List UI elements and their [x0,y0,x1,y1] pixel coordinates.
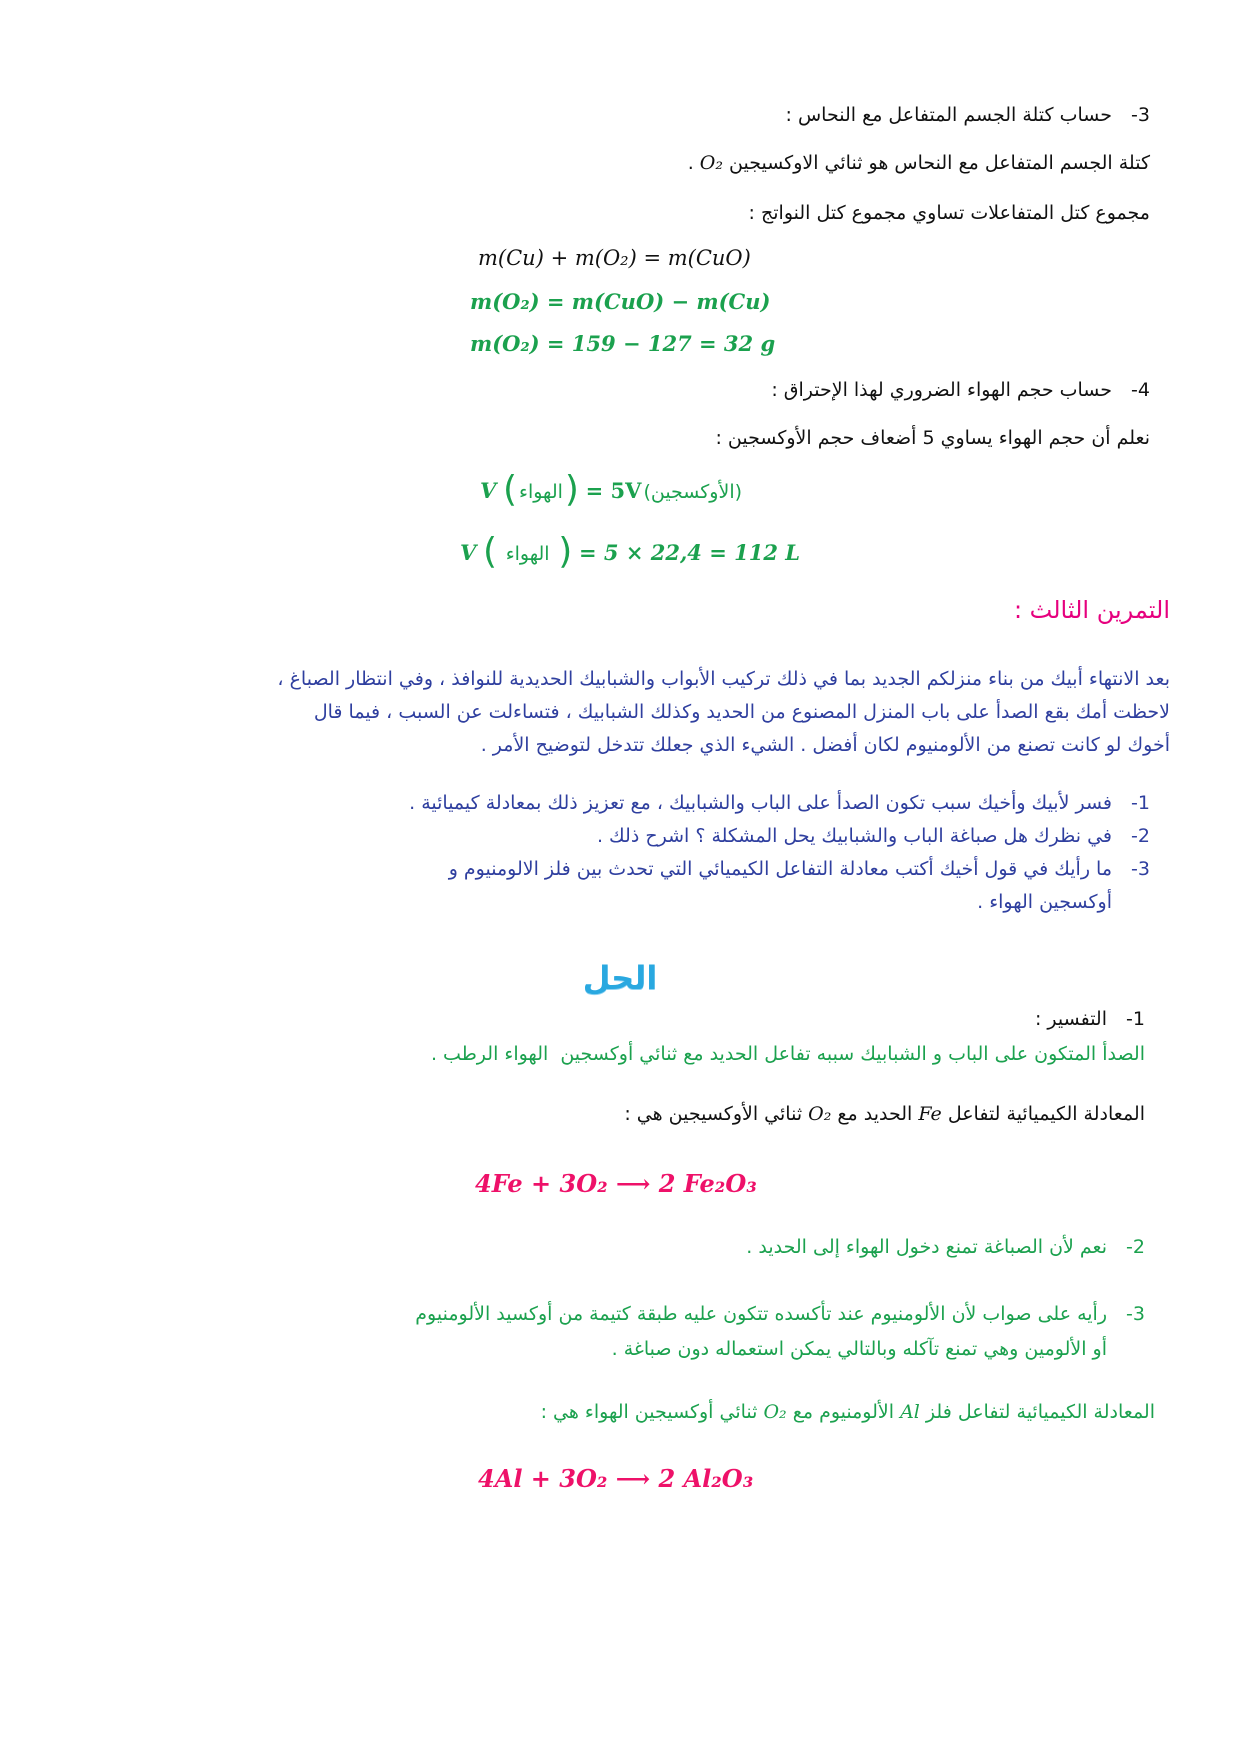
step3-heading [70,96,1150,134]
question-line: أوكسجين الهواء . [977,891,1112,913]
oxygen-mass-formula: m(O₂) = m(CuO) − m(Cu) [470,289,771,314]
question-1 [70,787,1150,820]
question-text: فسر لأبيك وأخيك سبب تكون الصدأ على الباب والشبابيك ، مع تعزيز ذلك بمعادلة كيميائية . [409,792,1112,814]
answer-3 [70,1297,1145,1367]
air-volume-result [460,524,1240,582]
oxygen-formula: O₂ [763,1401,787,1423]
rust-explanation: الصدأ المتكون على الباب و الشبابيك سببه تفاعل الحديد مع ثنائي أوكسجين الهواء الرطب . [430,1043,1145,1065]
answer-2 [70,1230,1145,1264]
explanation-heading [70,1002,1145,1036]
reactant-formula: O₂ [699,152,723,174]
volume-symbol: V [480,478,497,503]
intro-text: الحديد مع [837,1103,913,1125]
air-word: الهواء [519,481,563,503]
air-oxygen-ratio-statement: نعلم أن حجم الهواء يساوي 5 أضعاف حجم الأوكسجين : [715,427,1150,449]
aluminium-oxidation-equation: 4Al + 3O₂ ⟶ 2 Al₂O₃ [478,1464,754,1493]
statement-line: بعد الانتهاء أبيك من بناء منزلكم الجديد بما في ذلك تركيب الأبواب والشبابيك الحديدية للنوافذ ، وفي انتظار الصباغ ، [277,668,1170,690]
intro-text: المعادلة الكيميائية لتفاعل فلز [925,1401,1155,1423]
iron-symbol: Fe [918,1103,942,1125]
result-rhs: = 5 × 22,4 = 112 L [579,540,801,565]
explanation-marker: 1- [1126,1008,1145,1030]
big-paren-close: ) [564,469,579,510]
aluminium-symbol: Al [900,1401,920,1423]
explanation-label: التفسير : [1034,1008,1107,1030]
answer-line: أو الألومين وهي تمنع تآكله وبالتالي يمكن استعماله دون صباغة . [611,1338,1107,1360]
mass-conservation-statement: مجموع كتل المتفاعلات تساوي مجموع كتل النواتج : [748,202,1150,224]
answer-marker: 3- [1126,1303,1145,1325]
step3-title: حساب كتلة الجسم المتفاعل مع النحاس : [785,104,1112,126]
question-text: في نظرك هل صباغة الباب والشبابيك يحل المشكلة ؟ اشرح ذلك . [596,825,1112,847]
reactant-text: كتلة الجسم المتفاعل مع النحاس هو ثنائي الاوكسيجين [729,152,1150,174]
question-marker: 1- [1131,792,1150,814]
big-paren-close: ) [558,531,573,572]
oxygen-formula: O₂ [808,1103,832,1125]
oxygen-word: (الأوكسجين) [643,481,743,503]
question-marker: 3- [1131,858,1150,880]
air-word: الهواء [505,543,550,565]
exercise-title: التمرين الثالث : [1013,596,1170,624]
answer-text [70,1297,1107,1367]
answer-line: رأيه على صواب لأن الألومنيوم عند تأكسده تتكون عليه طبقة كتيمة من أوكسيد الألومنيوم [415,1303,1107,1325]
question-3 [70,853,1150,919]
statement-line: لاحظت أمك بقع الصدأ على باب المنزل المصنوع من الحديد وكذلك الشبابيك ، فتساءلت عن السبب ، فيما قال [313,701,1170,723]
step4-marker: 4- [1131,379,1150,401]
iron-equation-intro [70,1097,1145,1131]
volume-symbol: V [460,540,477,565]
question-text [70,853,1112,919]
answer-text: نعم لأن الصباغة تمنع دخول الهواء إلى الحديد . [746,1236,1107,1258]
intro-text: ثنائي أوكسيجين الهواء هي : [540,1401,758,1423]
solution-title: الحل [582,959,658,997]
relation-rhs: = 5V [585,478,642,503]
statement-line: أخوك لو كانت تصنع من الألومنيوم لكان أفضل . الشيء الذي جعلك تتدخل لتوضيح الأمر . [480,734,1170,756]
question-marker: 2- [1131,825,1150,847]
big-paren-open: ( [502,469,518,510]
step4-title: حساب حجم الهواء الضروري لهذا الإحتراق : [771,379,1112,401]
intro-text: الألومنيوم مع [792,1401,895,1423]
oxygen-mass-result: m(O₂) = 159 − 127 = 32 g [470,331,776,356]
iron-oxidation-equation: 4Fe + 3O₂ ⟶ 2 Fe₂O₃ [475,1169,757,1198]
step3-marker: 3- [1131,104,1150,126]
reactant-end: . [687,152,694,174]
air-volume-relation [480,462,1240,520]
exercise-statement [60,663,1170,762]
big-paren-open: ( [482,531,498,572]
exercise-questions [70,787,1150,919]
aluminium-equation-intro [70,1395,1155,1429]
intro-text: المعادلة الكيميائية لتفاعل [947,1103,1145,1125]
step4-heading [70,371,1150,409]
intro-text: ثنائي الأوكسيجين هي : [624,1103,803,1125]
answer-marker: 2- [1126,1236,1145,1258]
reactant-statement [70,144,1150,182]
mass-conservation-equation: m(Cu) + m(O₂) = m(CuO) [478,246,751,270]
question-line: ما رأيك في قول أخيك أكتب معادلة التفاعل الكيميائي التي تحدث بين فلز الالومنيوم و [448,858,1112,880]
question-2 [70,820,1150,853]
